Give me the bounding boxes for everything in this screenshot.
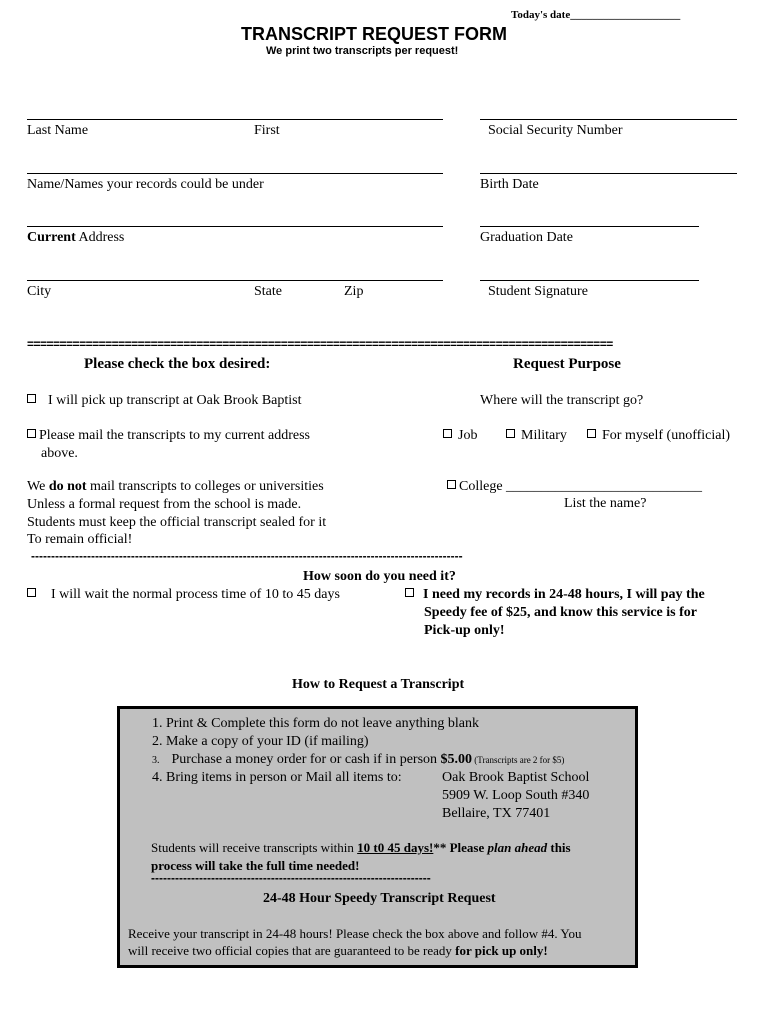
normal-label: I will wait the normal process time of 10 to 45 days <box>51 587 340 602</box>
speedy-checkbox[interactable] <box>405 588 414 597</box>
other-names-field-line[interactable] <box>27 173 443 174</box>
step-3-note: (Transcripts are 2 for $5) <box>472 755 565 765</box>
myself-option[interactable] <box>587 428 730 444</box>
military-label: Military <box>521 428 567 443</box>
speedy-text-pickup: for pick up only! <box>455 943 548 958</box>
mail-policy-line2: Unless a formal request from the school is made. <box>27 497 302 512</box>
speedy-text-line2 <box>128 943 548 959</box>
school-address-line2: 5909 W. Loop South #340 <box>442 788 590 803</box>
signature-field-line[interactable] <box>480 280 699 281</box>
page-title: TRANSCRIPT REQUEST FORM <box>241 24 508 44</box>
processing-note-line1 <box>151 840 571 856</box>
mail-policy-line4: To remain official! <box>27 532 133 547</box>
ssn-field-line[interactable] <box>480 119 737 120</box>
college-list-name: List the name? <box>564 496 647 511</box>
processing-note-days: 10 t0 45 days! <box>357 840 434 855</box>
processing-note-this: this <box>547 840 571 855</box>
name-field-line[interactable] <box>27 119 443 120</box>
speedy-text-line1: Receive your transcript in 24-48 hours! Please check the box above and follow #4. You <box>128 926 582 941</box>
how-to-heading: How to Request a Transcript <box>292 677 465 692</box>
step-3-number: 3. <box>152 755 160 766</box>
timing-heading: How soon do you need it? <box>303 569 456 584</box>
myself-checkbox[interactable] <box>587 429 596 438</box>
college-checkbox[interactable] <box>447 480 456 489</box>
todays-date-label[interactable]: Today's date____________________ <box>511 9 681 21</box>
policy-we: We <box>27 479 49 494</box>
normal-checkbox[interactable] <box>27 588 36 597</box>
last-name-label: Last Name <box>27 123 89 138</box>
page-subtitle: We print two transcripts per request! <box>266 45 459 57</box>
signature-label: Student Signature <box>488 284 588 299</box>
step-3-price: $5.00 <box>440 752 473 767</box>
ssn-label: Social Security Number <box>488 123 623 138</box>
step-2: 2. Make a copy of your ID (if mailing) <box>152 734 369 749</box>
pickup-checkbox[interactable] <box>27 394 36 403</box>
first-name-label: First <box>254 123 280 138</box>
pickup-label: I will pick up transcript at Oak Brook Baptist <box>48 393 302 408</box>
equals-separator: ========================================================================================== <box>27 337 613 351</box>
military-checkbox[interactable] <box>506 429 515 438</box>
address-label <box>27 230 124 246</box>
mail-policy-line1 <box>27 479 324 495</box>
mail-label-cont: above. <box>41 446 78 461</box>
normal-option[interactable] <box>27 587 340 603</box>
job-checkbox[interactable] <box>443 429 452 438</box>
city-label: City <box>27 284 52 299</box>
other-names-label: Name/Names your records could be under <box>27 177 264 192</box>
purpose-question: Where will the transcript go? <box>480 393 644 408</box>
mail-checkbox[interactable] <box>27 429 36 438</box>
school-address-line1: Oak Brook Baptist School <box>442 770 590 785</box>
policy-do-not: do not <box>48 479 87 494</box>
mail-option[interactable] <box>27 428 310 444</box>
college-label: College ____________________________ <box>459 479 703 494</box>
job-option[interactable] <box>443 428 477 444</box>
state-label: State <box>254 284 282 299</box>
current-emphasis: Current <box>27 230 76 245</box>
speedy-label-line3: Pick-up only! <box>424 623 505 638</box>
birth-date-field-line[interactable] <box>480 173 737 174</box>
step-4: 4. Bring items in person or Mail all items to: <box>152 770 402 785</box>
dash-separator: ------------------------------------------------------------------------------------------------------------ <box>31 549 463 563</box>
birth-date-label: Birth Date <box>480 177 539 192</box>
processing-note-a: Students will receive transcripts within <box>151 840 358 855</box>
mail-label: Please mail the transcripts to my current address <box>39 428 310 443</box>
graduation-date-label: Graduation Date <box>480 230 573 245</box>
processing-note-please: ** Please <box>433 840 488 855</box>
processing-note-plan-ahead: plan ahead <box>487 840 548 855</box>
college-option[interactable] <box>447 479 702 495</box>
speedy-option[interactable] <box>405 587 705 603</box>
speedy-label: I need my records in 24-48 hours, I will pay the <box>423 587 705 602</box>
speedy-label-line2: Speedy fee of $25, and know this service is for <box>424 605 697 620</box>
delivery-heading: Please check the box desired: <box>84 356 271 372</box>
school-address-line3: Bellaire, TX 77401 <box>442 806 551 821</box>
purpose-heading: Request Purpose <box>513 356 621 372</box>
mail-policy-line3: Students must keep the official transcript sealed for it <box>27 515 327 530</box>
speedy-heading: 24-48 Hour Speedy Transcript Request <box>263 891 496 906</box>
step-1: 1. Print & Complete this form do not leave anything blank <box>152 716 480 731</box>
job-label: Job <box>458 428 478 443</box>
inner-dash-separator: ---------------------------------------------------------------------- <box>151 871 431 885</box>
military-option[interactable] <box>506 428 567 444</box>
step-3 <box>152 752 564 768</box>
zip-label: Zip <box>344 284 364 299</box>
speedy-text-a: will receive two official copies that are guaranteed to be ready <box>128 943 456 958</box>
policy-rest: mail transcripts to colleges or universities <box>86 479 324 494</box>
city-state-zip-field-line[interactable] <box>27 280 443 281</box>
step-3-text: Purchase a money order for or cash if in person <box>171 752 441 767</box>
graduation-date-field-line[interactable] <box>480 226 699 227</box>
instructions-box <box>117 706 638 968</box>
pickup-option[interactable] <box>27 393 302 409</box>
address-field-line[interactable] <box>27 226 443 227</box>
myself-label: For myself (unofficial) <box>602 428 731 443</box>
address-label-text: Address <box>75 230 125 245</box>
processing-note-line2: process will take the full time needed! <box>151 858 360 873</box>
